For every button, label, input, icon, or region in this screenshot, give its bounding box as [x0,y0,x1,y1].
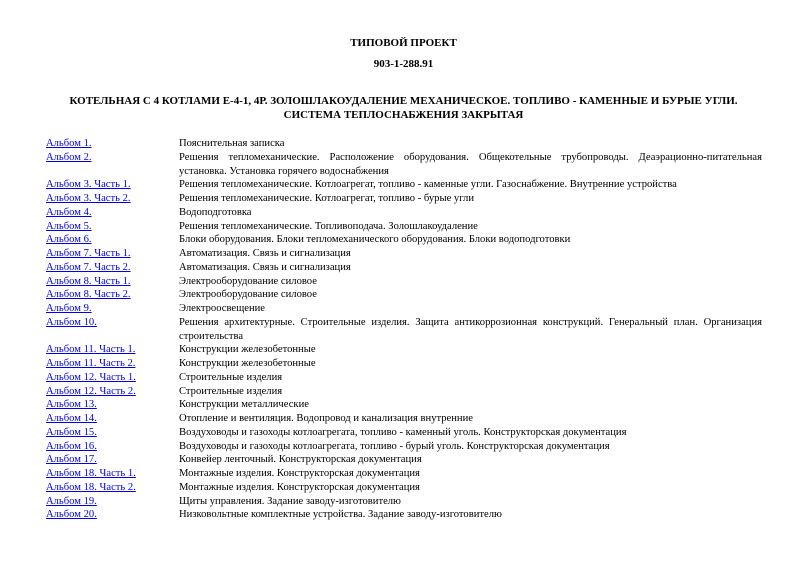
album-link-12-part-1[interactable]: Альбом 12. Часть 1. [46,371,136,383]
album-link-1[interactable]: Альбом 1. [46,138,92,149]
album-row [46,261,762,275]
album-row [46,426,762,440]
album-description: Электрооборудование силовое [179,275,317,287]
album-list [46,137,762,522]
album-description: Строительные изделия [179,385,283,397]
album-row [46,247,762,261]
album-row [46,412,762,426]
album-row [46,467,762,481]
album-description: Блоки оборудования. Блоки тепломеханического оборудования. Блоки водоподготовки [179,234,571,246]
project-code: 903-1-288.91 [373,58,434,70]
album-link-14[interactable]: Альбом 14. [46,413,97,424]
album-row [46,288,762,302]
album-row [46,316,762,344]
album-row [46,220,762,234]
album-link-12-part-2[interactable]: Альбом 12. Часть 2. [46,385,136,397]
album-row [46,302,762,316]
album-row [46,275,762,289]
album-row [46,385,762,399]
album-description: Решения тепломеханические. Котлоагрегат, топливо - каменные угли. Газоснабжение. Внутренние устройства [179,179,677,191]
album-description: Щиты управления. Задание заводу-изготовителю [179,495,401,507]
album-link-8-part-2[interactable]: Альбом 8. Часть 2. [46,289,131,301]
album-description: Строительные изделия [179,371,283,383]
album-description: Электрооборудование силовое [179,289,317,301]
album-row [46,178,762,192]
heading-line-2: СИСТЕМА ТЕПЛОСНАБЖЕНИЯ ЗАКРЫТАЯ [283,109,524,121]
album-row [46,481,762,495]
project-heading [40,94,767,122]
album-row [46,398,762,412]
album-description: Монтажные изделия. Конструкторская документация [179,481,420,493]
album-link-18-part-2[interactable]: Альбом 18. Часть 2. [46,481,136,493]
album-description: Электроосвещение [179,303,266,314]
album-description: Конструкции железобетонные [179,358,316,369]
album-row [46,440,762,454]
album-row [46,508,762,522]
album-description: Воздуховоды и газоходы котлоагрегата, топливо - бурый уголь. Конструкторская документация [179,440,610,452]
album-link-17[interactable]: Альбом 17. [46,454,97,466]
album-link-10[interactable]: Альбом 10. [46,316,97,328]
album-row [46,453,762,467]
album-description: Воздуховоды и газоходы котлоагрегата, топливо - каменный уголь. Конструкторская документация [179,426,627,438]
album-link-18-part-1[interactable]: Альбом 18. Часть 1. [46,468,136,479]
album-link-7-part-2[interactable]: Альбом 7. Часть 2. [46,261,131,273]
album-description: Отопление и вентиляция. Водопровод и канализация внутренние [179,413,473,424]
album-row [46,343,762,357]
album-description: Конструкции железобетонные [179,344,316,356]
album-link-2[interactable]: Альбом 2. [46,151,92,163]
album-description: Низковольтные комплектные устройства. Задание заводу-изготовителю [179,509,502,521]
album-description: Решения тепломеханические. Котлоагрегат, топливо - бурые угли [179,193,474,204]
album-link-4[interactable]: Альбом 4. [46,206,92,218]
album-link-8-part-1[interactable]: Альбом 8. Часть 1. [46,275,131,287]
document-title: ТИПОВОЙ ПРОЕКТ [350,37,457,49]
album-link-7-part-1[interactable]: Альбом 7. Часть 1. [46,248,131,259]
album-row [46,192,762,206]
album-link-5[interactable]: Альбом 5. [46,220,92,232]
album-link-3-part-1[interactable]: Альбом 3. Часть 1. [46,179,131,191]
album-description: Монтажные изделия. Конструкторская документация [179,468,420,479]
album-description: Решения тепломеханические. Расположение оборудования. Общекотельные трубопроводы. Деаэрационно-питательная установка. Установка горячего водоснабжения [179,151,762,177]
album-link-6[interactable]: Альбом 6. [46,234,92,246]
album-row [46,206,762,220]
album-link-11-part-2[interactable]: Альбом 11. Часть 2. [46,358,136,369]
album-row [46,357,762,371]
album-description: Конвейер ленточный. Конструкторская документация [179,454,422,466]
album-link-3-part-2[interactable]: Альбом 3. Часть 2. [46,193,131,204]
album-link-19[interactable]: Альбом 19. [46,495,97,507]
album-description: Пояснительная записка [179,138,285,149]
album-link-13[interactable]: Альбом 13. [46,399,97,411]
album-link-9[interactable]: Альбом 9. [46,303,92,314]
album-description: Решения архитектурные. Строительные изделия. Защита антикоррозионная конструкций. Генеральный план. Организация строительства [179,316,762,342]
album-link-20[interactable]: Альбом 20. [46,509,97,521]
album-link-16[interactable]: Альбом 16. [46,440,97,452]
album-row [46,233,762,247]
album-link-15[interactable]: Альбом 15. [46,426,97,438]
heading-line-1: КОТЕЛЬНАЯ С 4 КОТЛАМИ Е-4-1, 4Р. ЗОЛОШЛАКОУДАЛЕНИЕ МЕХАНИЧЕСКОЕ. ТОПЛИВО - КАМЕННЫЕ И БУРЫЕ УГЛИ. [69,95,738,107]
album-row [46,151,762,179]
album-description: Автоматизация. Связь и сигнализация [179,261,351,273]
album-row [46,495,762,509]
album-description: Решения тепломеханические. Топливоподача. Золошлакоудаление [179,220,478,232]
album-description: Водоподготовка [179,206,252,218]
album-link-11-part-1[interactable]: Альбом 11. Часть 1. [46,344,136,356]
album-description: Автоматизация. Связь и сигнализация [179,248,351,259]
album-row [46,137,762,151]
album-description: Конструкции металлические [179,399,309,411]
album-row [46,371,762,385]
